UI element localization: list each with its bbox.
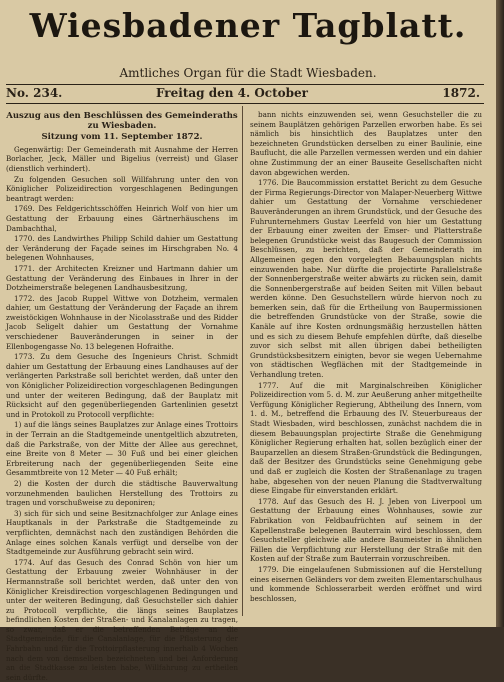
issue-rule — [6, 103, 484, 104]
masthead-subtitle: Amtliches Organ für die Stadt Wiesbaden. — [119, 66, 377, 80]
intro-paragraph: Zu folgenden Gesuchen soll Willfahrung unter den von Königlicher Polizeidirection vorgeschlagenen Bedingungen beantragt werden: — [6, 174, 238, 203]
binding-edge — [496, 0, 504, 627]
paragraph: 1777. Auf die mit Marginalschreiben Königlicher Polizeidirection vom 5. d. M. zur Aeußerung anher mitgetheilte Verfügung Königlicher Regierung, Abtheilung des Innern, vom 1. d. M., betreffend die Erbauung des IV. Steuerbureaus der Stadt Wiesbaden, wird beschlossen, zunächst nachdem die in diesem Bebauungsplan projectirte Straße die Genehmigung Königlicher Regierung erhalten hat, sollen bezüglich einer der Bauparzellen an diesem Straßen-Grundstück die Bedingungen, daß der Besitzer des Grundstücks seine Genehmigung gebe und daß er zugleich die Kosten der Straßenanlage zu tragen habe, abgesehen von der neuen Planung die Stadtverwaltung diese Eingabe für einverstanden erklärt. — [250, 380, 482, 496]
paragraph: 1778. Auf das Gesuch des H. J. Jeben von Liverpool um Gestattung der Erbauung eines Wohnhauses, sowie zur Fabrikation von Feldbaufrüchten auf seinem in der Kapellenstraße belegenen Bauterrain wird beschlossen, dem Gesuchsteller gleichwie alle andere Baumeister in ähnlichen Fällen die Verpflichtung zur Herstellung der Straße mit den Kosten auf der Straße zum Bauterrain vorzuschreiben. — [250, 496, 482, 564]
issue-number: No. 234. — [6, 86, 63, 100]
paragraph: 1772. des Jacob Ruppel Wittwe von Dotzheim, vermalen dahier, um Gestattung der Veränderung der Façade an ihrem zweistöckigen Wohnhause in der Nicolasstraße und des Ridder Jacob Seligelt dahier um Gestattung der Vornahme verschiedener Bauveränderungen in seiner in der Ellenbogengasse No. 13 belegenen Hofraithe. — [6, 293, 238, 351]
issue-line — [6, 86, 484, 102]
paragraph: 2) die Kosten der durch die städtische Bauverwaltung vorzunehmenden baulichen Herstellung des Trottoirs zu tragen und vorschußweise zu deponiren; — [6, 478, 238, 508]
paragraph: 3) sich für sich und seine Besitznachfolger zur Anlage eines Hauptkanals in der Parkstraße die Stadtgemeinde zu verpflichten, demnächst nach den zuständigen Behörden die Anlage eines solchen Kanals verfügt und derselbe von der Stadtgemeinde zur Ausführung gebracht sein wird. — [6, 508, 238, 557]
left-column — [6, 110, 238, 682]
right-column — [250, 110, 482, 615]
paragraph: 1773. Zu dem Gesuche des Ingenieurs Christ. Schmidt dahier um Gestattung der Erbauung eines Landhauses auf der verlängerten Parkstraße soll berichtet werden, daß unter den von Königlicher Polizeidirection vorgeschlagenen Bedingungen und unter der weiteren Bedingung, daß der Bauplatz mit Rücksicht auf den gegenüberliegenden Gartenlinien gesetzt und in Protokoll zu Protocoll verpflichte: — [6, 352, 238, 419]
top-rule — [6, 84, 484, 85]
paragraph: 1776. Die Baucommission erstattet Bericht zu dem Gesuche der Firma Regierungs-Director von Malaper-Neuerberg Wittwe dahier um Gestattung der Vornahme verschiedener Bauveränderungen an ihrem Grundstück, und der Gesuche des Fuhrunternehmers Gustav Leerfeld von hier um Gestattung der Erbauung einer zweiten der Emser- und Platterstraße belegenen Grundstücke weist das Baugesuch der Commission Beschlüssen, zu berichten, daß der Gemeinderath im Allgemeinen gegen den vorgelegten Bebauungsplan nichts einzuwenden habe. Nur dürfte die projectirte Parallelstraße der Sonnenbergerstraße weiter abwärts zu rücken sein, damit die Sonnenbergerstraße auf beiden Seiten mit Villen bebaut werden könne. Den Gesuchstellern würde hiervon noch zu bemerken sein, daß für die Ertheilung von Baupermissionen die betreffenden Grundstücke von der Straße, sowie die Kanäle auf ihre Kosten ordnungsmäßig herzustellen hätten und es sich zu diesem Behufe empfehlen dürfte, daß dieselbe zuvor sich selbst mit allen übrigen dabei betheiligten Grundstücksbesitzern einigten, bevor sie wegen Uebernahme von städtischen Wegflächen mit der Stadtgemeinde in Verhandlung treten. — [250, 178, 482, 380]
article-heading: Auszug aus den Beschlüssen des Gemeinderaths zu Wiesbaden. — [6, 111, 238, 131]
session-heading: Sitzung vom 11. September 1872. — [41, 132, 203, 143]
paragraph: 1779. Die eingelaufenen Submissionen auf die Herstellung eines eisernen Geländers vor dem zweiten Elementarschulhaus und kommende Schlosserarbeit werden eröffnet und wird beschlossen, — [250, 564, 482, 603]
masthead-title: Wiesbadener Tagblatt. — [29, 6, 467, 45]
paragraph: 1771. der Architecten Kreizner und Hartmann dahier um Gestattung der Veränderung des Einbaues in Ihrer in der Dotzheimerstraße belegenen Landhausbesitzung, — [6, 263, 238, 293]
paragraph: 1770. des Landwirthes Philipp Schild dahier um Gestattung der Veränderung der Façade seines im Hirschgraben No. 4 belegenen Wohnhauses, — [6, 234, 238, 263]
paragraph: 1774. Auf das Gesuch des Conrad Schön von hier um Gestattung der Erbauung zweier Wohnhäuser in der Hermannstraße soll berichtet werden, daß unter den von Königlicher Kreisdirection vorgeschlagenen Bedingungen und unter der weiteren Bedingung, daß Gesuchsteller sich dahier zu Protocoll verpflichte, die längs seines Bauplatzes befindlichen Kosten der Straßen- und Kanalanlagen zu tragen, so zwar, daß er die betreffenden Beträge an die Stadtgemeinde, für die Canalanlage, für die Pflasterung der Fahrbahn und für die Trottoirpflasterung innerhalb 4 Wochen nach dem von demselben bezeichneten und bei Anforderung an die Stadtkasse zu leisten habe, Willfahrung zu ertheilen sein dürfte. — [6, 557, 238, 682]
paragraph: 1769. Des Feldgerichtsschöffen Heinrich Wolf von hier um Gestattung der Erbauung eines Gärtnerhäuschens im Dambachthal, — [6, 204, 238, 233]
paragraph: 1) auf die längs seines Bauplatzes zur Anlage eines Trottoirs in der Terrain an die Stadtgemeinde unentgeltlich abzutreten, daß die Parkstraße, von der Mitte der Allee aus gerechnet, eine Breite von 8 Meter — 30 Fuß und bei einer gleichen Erbreiterung nach der gegenüberliegenden Seite eine Gesammtbreite von 12 Meter — 40 Fuß erhält; — [6, 420, 238, 478]
issue-year: 1872. — [442, 86, 480, 100]
paragraph: bann nichts einzuwenden sei, wenn Gesuchsteller die zu seinem Bauplätzen gehörigen Parzellen erworben habe. Es sei nämlich bis hinsichtlich des Bauplatzes unter den bezeichneten Grundstücken derselben zu einer Baulinie, eine Bauflucht, die alle Parzellen vermessen werden und ein dahier ohne Zustimmung der an einer Bauseite Gesellschaften nicht davon abgewichen werden. — [250, 110, 482, 177]
issue-date: Freitag den 4. October — [156, 86, 308, 100]
column-divider — [242, 106, 243, 616]
present-paragraph: Gegenwärtig: Der Gemeinderath mit Ausnahme der Herren Borlacher, Jeck, Mäller und Bigelius (verreist) und Glaser (dienstlich verhindert). — [6, 144, 238, 173]
